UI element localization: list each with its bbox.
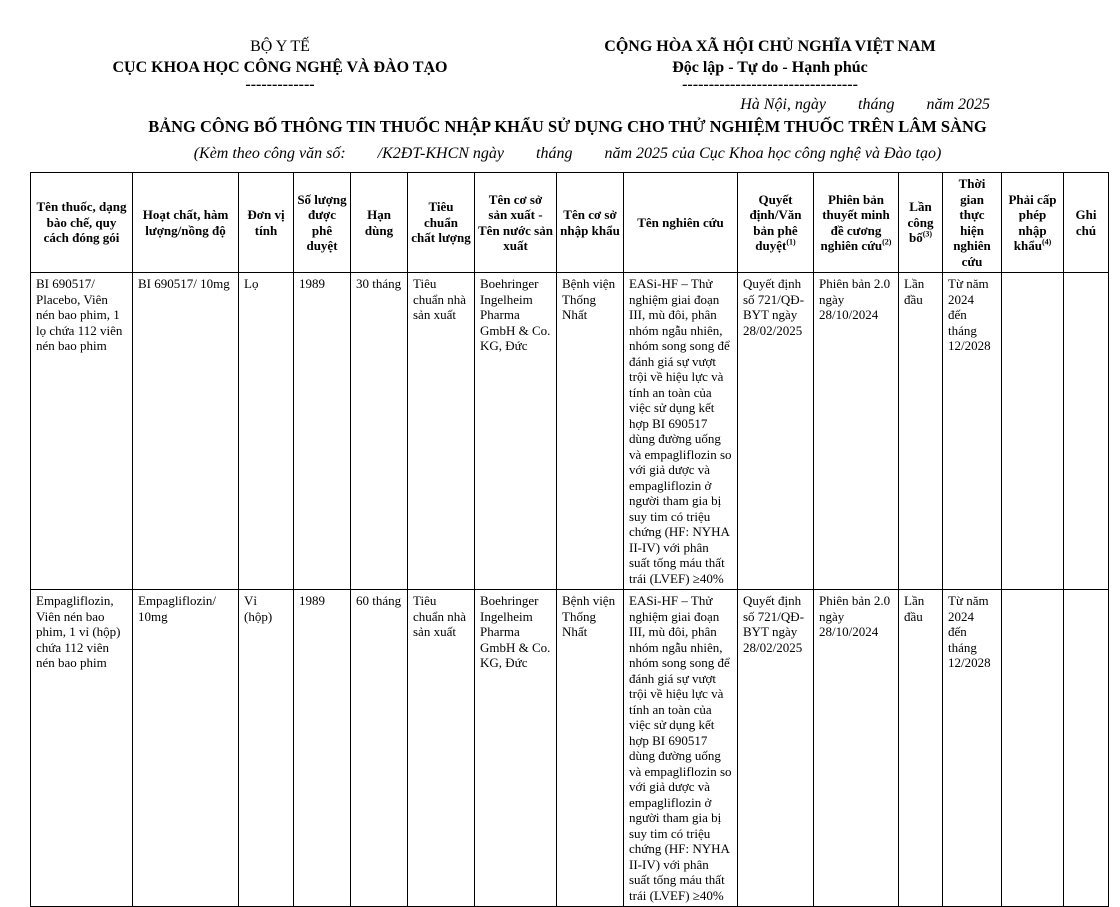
table-cell <box>1064 273 1109 590</box>
column-header <box>1064 173 1109 273</box>
footnote-marker: (1) <box>786 237 796 247</box>
table-cell: EASi-HF – Thử nghiệm giai đoạn III, mù đôi, phân nhóm ngẫu nhiên, nhóm song song để đánh giá sự vượt trội về hiệu lực và tính an toàn của việc sử dụng kết hợp BI 690517 dùng đường uống và empagliflozin so với giả dược và empagliflozin ở người tham gia bị suy tim có triệu chứng (HF: NYHA II-IV) với phân suất tống máu thất trái (LVEF) ≥40% <box>624 273 738 590</box>
table-row <box>31 590 1109 907</box>
column-header <box>1002 173 1064 273</box>
table-cell: Bệnh viện Thống Nhất <box>557 273 624 590</box>
document-title: BẢNG CÔNG BỐ THÔNG TIN THUỐC NHẬP KHẨU SỬ DỤNG CHO THỬ NGHIỆM THUỐC TRÊN LÂM SÀNG <box>148 117 987 136</box>
column-header-label: Phiên bản thuyết minh đề cương nghiên cứu <box>820 191 890 253</box>
national-header <box>560 36 980 92</box>
column-header-label: Số lượng được phê duyệt <box>297 191 347 253</box>
table-cell: Boehringer Ingelheim Pharma GmbH & Co. KG, Đức <box>475 590 557 907</box>
column-header-label: Tiêu chuẩn chất lượng <box>411 199 471 246</box>
issuing-authority <box>60 36 500 92</box>
table-cell: Lần đầu <box>899 590 943 907</box>
footnote-marker: (2) <box>882 237 892 247</box>
column-header-label: Đơn vị tính <box>247 207 285 238</box>
column-header-label: Ghi chú <box>1075 207 1097 238</box>
table-cell: EASi-HF – Thử nghiệm giai đoạn III, mù đôi, phân nhóm ngẫu nhiên, nhóm song song để đánh giá sự vượt trội về hiệu lực và tính an toàn của việc sử dụng kết hợp BI 690517 dùng đường uống và empagliflozin so với giả dược và empagliflozin ở người tham gia bị suy tim có triệu chứng (HF: NYHA II-IV) với phân suất tống máu thất trái (LVEF) ≥40% <box>624 590 738 907</box>
column-header <box>408 173 475 273</box>
column-header <box>294 173 351 273</box>
column-header-label: Tên cơ sở sản xuất - Tên nước sản xuất <box>478 191 553 253</box>
divider: --------------------------------- <box>682 76 858 93</box>
column-header-label: Tên cơ sở nhập khẩu <box>560 207 620 238</box>
table-cell: 30 tháng <box>351 273 408 590</box>
table-row <box>31 273 1109 590</box>
table-cell: Quyết định số 721/QĐ-BYT ngày 28/02/2025 <box>738 273 814 590</box>
column-header <box>738 173 814 273</box>
column-header <box>557 173 624 273</box>
column-header-label: Lần công bố <box>907 199 934 246</box>
divider: ------------- <box>245 76 315 93</box>
motto: Độc lập - Tự do - Hạnh phúc <box>672 59 868 76</box>
table-cell: Bệnh viện Thống Nhất <box>557 590 624 907</box>
table-cell <box>1002 590 1064 907</box>
table-header-row <box>31 173 1109 273</box>
footnote-marker: (4) <box>1041 237 1052 247</box>
table-cell <box>1002 273 1064 590</box>
ministry-name: BỘ Y TẾ <box>250 38 310 55</box>
column-header <box>943 173 1002 273</box>
column-header <box>351 173 408 273</box>
column-header-label: Hoạt chất, hàm lượng/nồng độ <box>142 207 229 238</box>
country-name: CỘNG HÒA XÃ HỘI CHỦ NGHĨA VIỆT NAM <box>604 38 936 55</box>
table-cell: BI 690517/ 10mg <box>133 273 239 590</box>
table-cell: Tiêu chuẩn nhà sản xuất <box>408 590 475 907</box>
table-cell: Từ năm 2024 đến tháng 12/2028 <box>943 590 1002 907</box>
column-header-label: Phải cấp phép nhập khẩu <box>1008 191 1057 253</box>
table-cell: 1989 <box>294 590 351 907</box>
column-header <box>31 173 133 273</box>
table-cell: Phiên bản 2.0 ngày 28/10/2024 <box>814 273 899 590</box>
column-header <box>624 173 738 273</box>
department-name: CỤC KHOA HỌC CÔNG NGHỆ VÀ ĐÀO TẠO <box>112 59 448 76</box>
column-header-label: Thời gian thực hiện nghiên cứu <box>953 176 991 269</box>
table-cell: Quyết định số 721/QĐ-BYT ngày 28/02/2025 <box>738 590 814 907</box>
table-cell: Lần đầu <box>899 273 943 590</box>
column-header <box>133 173 239 273</box>
footnote-marker: (3) <box>922 229 933 239</box>
document-subtitle: (Kèm theo công văn số: /K2ĐT-KHCN ngày tháng năm 2025 của Cục Khoa học công nghệ và Đào tạo) <box>193 145 942 162</box>
table-cell: 60 tháng <box>351 590 408 907</box>
table-cell: 1989 <box>294 273 351 590</box>
table-cell: Lọ <box>239 273 294 590</box>
table-cell: Empagliflozin/ 10mg <box>133 590 239 907</box>
table-cell: Vỉ (hộp) <box>239 590 294 907</box>
date-line: Hà Nội, ngày tháng năm 2025 <box>740 96 990 113</box>
column-header <box>814 173 899 273</box>
table-cell <box>1064 590 1109 907</box>
table-cell: Empagliflozin, Viên nén bao phim, 1 vỉ (hộp) chứa 112 viên nén bao phim <box>31 590 133 907</box>
drug-info-table <box>30 172 1109 907</box>
column-header-label: Tên thuốc, dạng bào chế, quy cách đóng gói <box>36 199 127 246</box>
table-cell: Phiên bản 2.0 ngày 28/10/2024 <box>814 590 899 907</box>
table-cell: BI 690517/ Placebo, Viên nén bao phim, 1 lọ chứa 112 viên nén bao phim <box>31 273 133 590</box>
column-header-label: Hạn dùng <box>364 207 394 238</box>
table-cell: Boehringer Ingelheim Pharma GmbH & Co. KG, Đức <box>475 273 557 590</box>
column-header <box>899 173 943 273</box>
column-header <box>475 173 557 273</box>
column-header-label: Tên nghiên cứu <box>637 214 724 230</box>
column-header <box>239 173 294 273</box>
table-cell: Từ năm 2024 đến tháng 12/2028 <box>943 273 1002 590</box>
column-header-label: Quyết định/Văn bản phê duyệt <box>749 191 802 253</box>
table-cell: Tiêu chuẩn nhà sản xuất <box>408 273 475 590</box>
